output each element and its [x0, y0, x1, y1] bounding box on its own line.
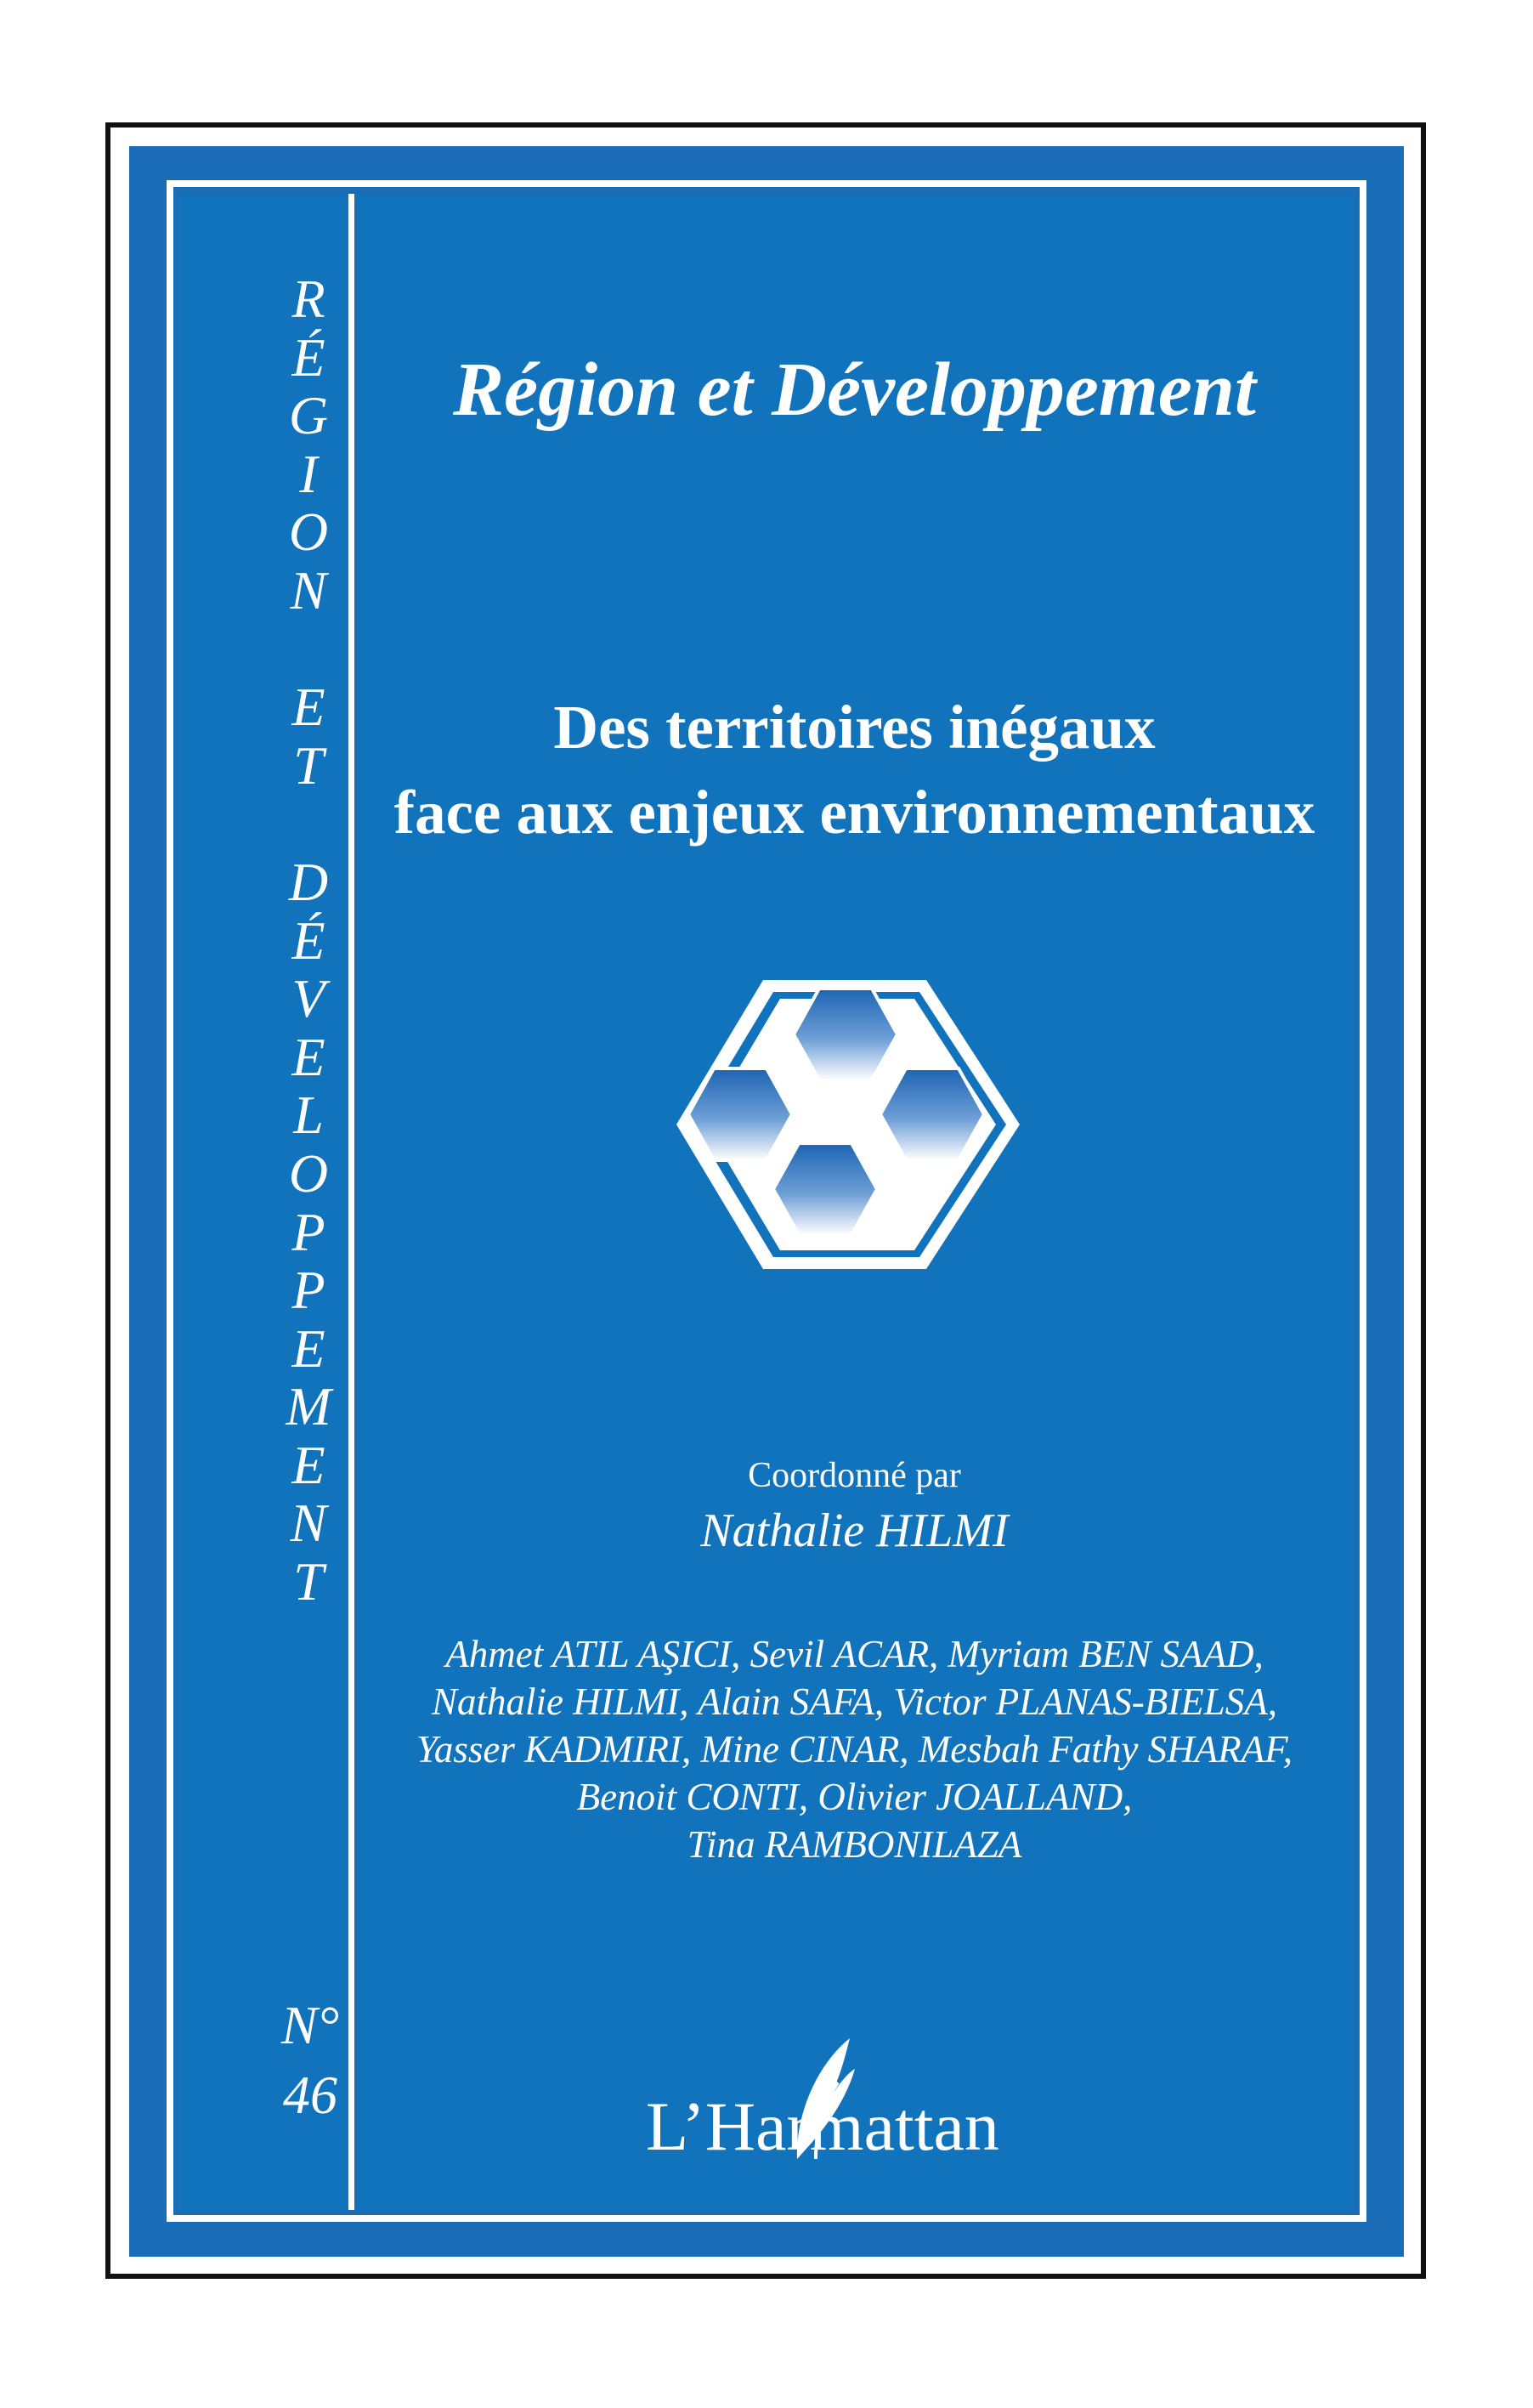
- spine-letter: V: [291, 968, 325, 1029]
- spine-letter: L: [293, 1085, 324, 1146]
- spine-letter: N: [290, 559, 327, 620]
- contributors-line: Ahmet ATIL AŞICI, Sevil ACAR, Myriam BEN SAAD,: [445, 1633, 1264, 1675]
- spine-letter: I: [299, 443, 318, 504]
- contributors-line: Benoit CONTI, Olivier JOALLAND,: [576, 1776, 1133, 1818]
- spine-letter: T: [293, 734, 324, 796]
- spine-letter: G: [288, 385, 329, 446]
- spine-letter: N: [290, 1493, 327, 1554]
- spine-letter: M: [286, 1376, 331, 1437]
- contributors-line: Yasser KADMIRI, Mine CINAR, Mesbah Fathy SHARAF,: [416, 1728, 1293, 1771]
- spine-letter: E: [291, 1317, 325, 1379]
- spine-letter: E: [291, 1026, 325, 1087]
- contributors-line: Nathalie HILMI, Alain SAFA, Victor PLANAS-BIELSA,: [432, 1680, 1277, 1723]
- spine-letter: D: [288, 851, 329, 912]
- spine-letter: P: [291, 1201, 325, 1262]
- contributors-list: [354, 1630, 1355, 1868]
- book-title-line-2: face aux enjeux environnementaux: [393, 778, 1315, 847]
- spine-letter: P: [291, 1260, 325, 1321]
- hexagon-logo-icon: [671, 973, 1028, 1279]
- publisher-name: L’Harmattan: [646, 2088, 999, 2165]
- series-title: Région et Développement: [453, 348, 1256, 432]
- coordinator-name: Nathalie HILMI: [700, 1504, 1009, 1557]
- spine-letter: É: [291, 326, 325, 388]
- book-title-line-1: Des territoires inégaux: [553, 693, 1156, 762]
- spine-letter: E: [291, 1434, 325, 1495]
- spine-letter: O: [288, 1142, 329, 1204]
- spine-letter: É: [291, 909, 325, 971]
- coordinated-by-label: Coordonné par: [748, 1456, 961, 1495]
- contributors-line: Tina RAMBONILAZA: [687, 1823, 1022, 1866]
- issue-symbol: N°: [280, 1995, 340, 2055]
- issue-label: [272, 1991, 348, 2130]
- book-title: [354, 685, 1355, 855]
- harmattan-logo: [646, 2031, 1071, 2176]
- spine-letter: R: [291, 269, 325, 329]
- issue-number: 46: [283, 2065, 337, 2125]
- spine-letter: O: [288, 501, 329, 563]
- spine-letter: E: [291, 677, 325, 738]
- spine-divider: [348, 194, 354, 2210]
- spine-letter: T: [293, 1551, 324, 1612]
